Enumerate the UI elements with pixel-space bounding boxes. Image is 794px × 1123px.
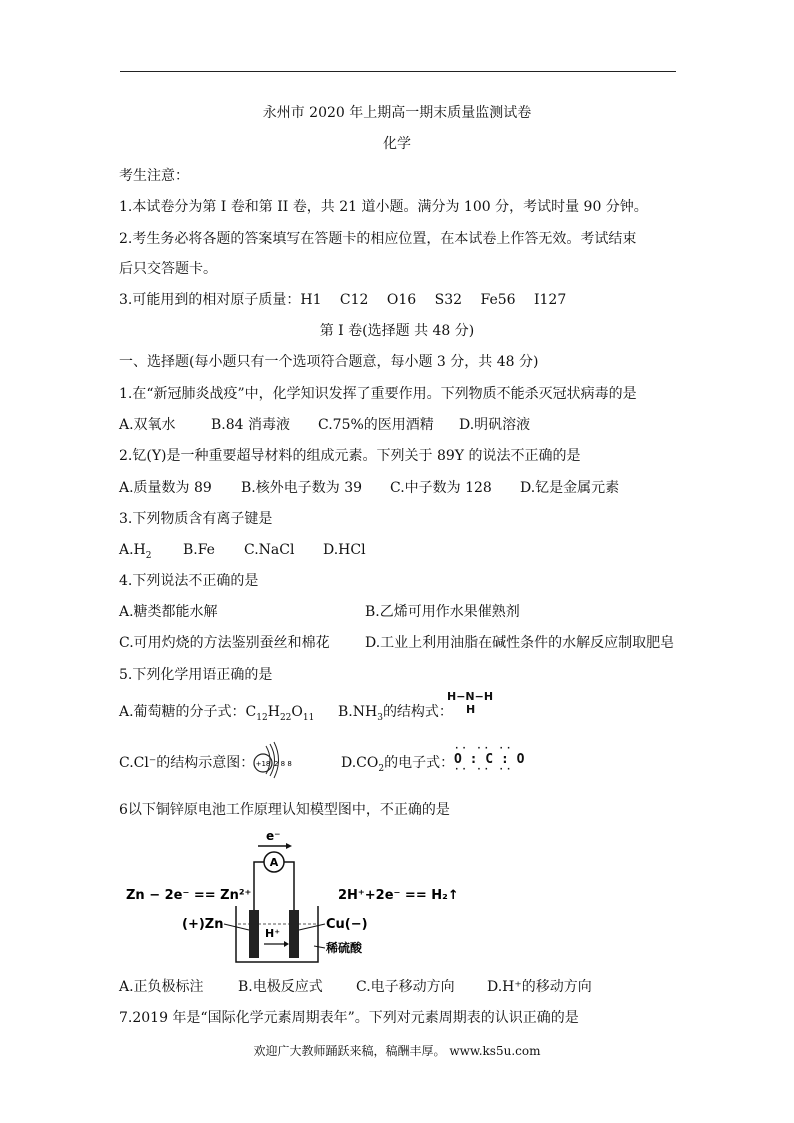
cu-electrode-label: Cu(−) xyxy=(326,917,368,932)
q5-option-a: A.葡萄糖的分子式：$C_{12}H_{22}O_{11}$ xyxy=(119,704,315,723)
shell-arc-2 xyxy=(270,744,275,776)
co2-bottom-dots: ·· ·· ·· xyxy=(454,765,514,775)
q3-option-b: B.Fe xyxy=(183,542,215,558)
q3-option-d: D.HCl xyxy=(323,542,366,558)
co2-electron-formula xyxy=(454,745,524,774)
q7-stem: 7.2019 年是“国际化学元素周期表年”。下列对元素周期表的认识正确的是 xyxy=(119,1010,579,1026)
ion-label: H⁺ xyxy=(265,927,281,940)
nucleus-charge: +18 xyxy=(255,760,271,768)
q2-stem: 2.钇(Y)是一种重要超导材料的组成元素。下列关于 89Y 的说法不正确的是 xyxy=(119,448,581,464)
q4-option-c: C.可用灼烧的方法鉴别蚕丝和棉花 xyxy=(119,635,330,651)
ion-arrow-head xyxy=(284,941,289,947)
q2-option-b: B.核外电子数为 39 xyxy=(241,480,363,496)
page-footer: 欢迎广大教师踊跃来稿，稿酬丰厚。 www.ks5u.com xyxy=(253,1044,541,1058)
nh3-structure xyxy=(447,690,493,716)
q3-stem: 3.下列物质含有离子键是 xyxy=(119,511,273,527)
cu-leader-line xyxy=(299,924,325,930)
subject-title: 化学 xyxy=(383,136,411,152)
solution-leader-line xyxy=(314,946,325,948)
nh3-structure-bottom: H xyxy=(466,703,476,716)
q5-option-c: C.Cl⁻的结构示意图： xyxy=(119,755,255,771)
q4-option-b: B.乙烯可用作水果催熟剂 xyxy=(365,604,520,620)
notice-item-1: 1.本试卷分为第 I 卷和第 II 卷，共 21 道小题。满分为 100 分，考试时量 90 分钟。 xyxy=(119,199,648,215)
part1-title: 第 I 卷(选择题 共 48 分) xyxy=(319,323,475,339)
header-rule xyxy=(120,71,676,72)
zn-half-equation: Zn − 2e⁻ == Zn²⁺ xyxy=(126,888,252,903)
q5-stem: 5.下列化学用语正确的是 xyxy=(119,667,273,683)
q5-option-b: $B.NH_3$的结构式： xyxy=(338,704,453,723)
galvanic-cell-diagram xyxy=(118,828,518,970)
q6-option-d: D.H⁺的移动方向 xyxy=(487,979,592,995)
q2-option-d: D.钇是金属元素 xyxy=(520,480,620,496)
nh3-structure-top: H−N−H xyxy=(447,690,494,703)
q1-option-d: D.明矾溶液 xyxy=(459,417,531,433)
q3-option-c: C.NaCl xyxy=(244,542,295,558)
electron-label: e⁻ xyxy=(266,829,281,843)
notice-heading: 考生注意： xyxy=(119,168,189,184)
q6-stem: 6以下铜锌原电池工作原理认知模型图中，不正确的是 xyxy=(119,802,450,818)
section-heading: 一、选择题(每小题只有一个选项符合题意，每小题 3 分，共 48 分) xyxy=(119,354,539,370)
q5-option-d: $D.CO_2$的电子式： xyxy=(341,755,455,774)
notice-item-2a: 2.考生务必将各题的答案填写在答题卡的相应位置，在本试卷上作答无效。考试结束 xyxy=(119,231,637,247)
q1-stem: 1.在“新冠肺炎战疫”中，化学知识发挥了重要作用。下列物质不能杀灭冠状病毒的是 xyxy=(119,386,637,402)
exam-title: 永州市 2020 年上期高一期末质量监测试卷 xyxy=(262,105,532,121)
co2-formula: O : C : O xyxy=(454,752,525,767)
co2-top-dots: ·· ·· ·· xyxy=(454,744,514,754)
notice-item-2b: 后只交答题卡。 xyxy=(119,261,217,277)
zn-electrode-label: (+)Zn xyxy=(182,917,224,932)
zn-electrode xyxy=(249,910,259,958)
q6-option-c: C.电子移动方向 xyxy=(356,979,455,995)
q1-option-b: B.84 消毒液 xyxy=(211,417,291,433)
q4-option-a: A.糖类都能水解 xyxy=(119,604,218,620)
cu-electrode xyxy=(289,910,299,958)
notice-item-3: 3.可能用到的相对原子质量：H1 C12 O16 S32 Fe56 I127 xyxy=(119,292,567,308)
electron-shells: 2 8 8 xyxy=(274,760,292,768)
q2-option-c: C.中子数为 128 xyxy=(390,480,492,496)
q2-option-a: A.质量数为 89 xyxy=(119,480,212,496)
h-half-equation: 2H⁺+2e⁻ == H₂↑ xyxy=(338,888,459,903)
q6-option-b: B.电极反应式 xyxy=(238,979,323,995)
q4-option-d: D.工业上利用油脂在碱性条件的水解反应制取肥皂 xyxy=(365,635,675,651)
q1-option-c: C.75%的医用酒精 xyxy=(318,417,434,433)
q3-option-a: $A.H_2$ xyxy=(119,542,152,561)
shell-arc-1 xyxy=(266,746,270,774)
q4-stem: 4.下列说法不正确的是 xyxy=(119,573,259,589)
electron-arrow-head xyxy=(286,843,292,849)
ammeter-label: A xyxy=(269,856,279,869)
q1-option-a: A.双氧水 xyxy=(119,417,176,433)
solution-label: 稀硫酸 xyxy=(326,941,363,955)
q6-option-a: A.正负极标注 xyxy=(119,979,204,995)
cl-ion-arcs xyxy=(262,742,278,778)
